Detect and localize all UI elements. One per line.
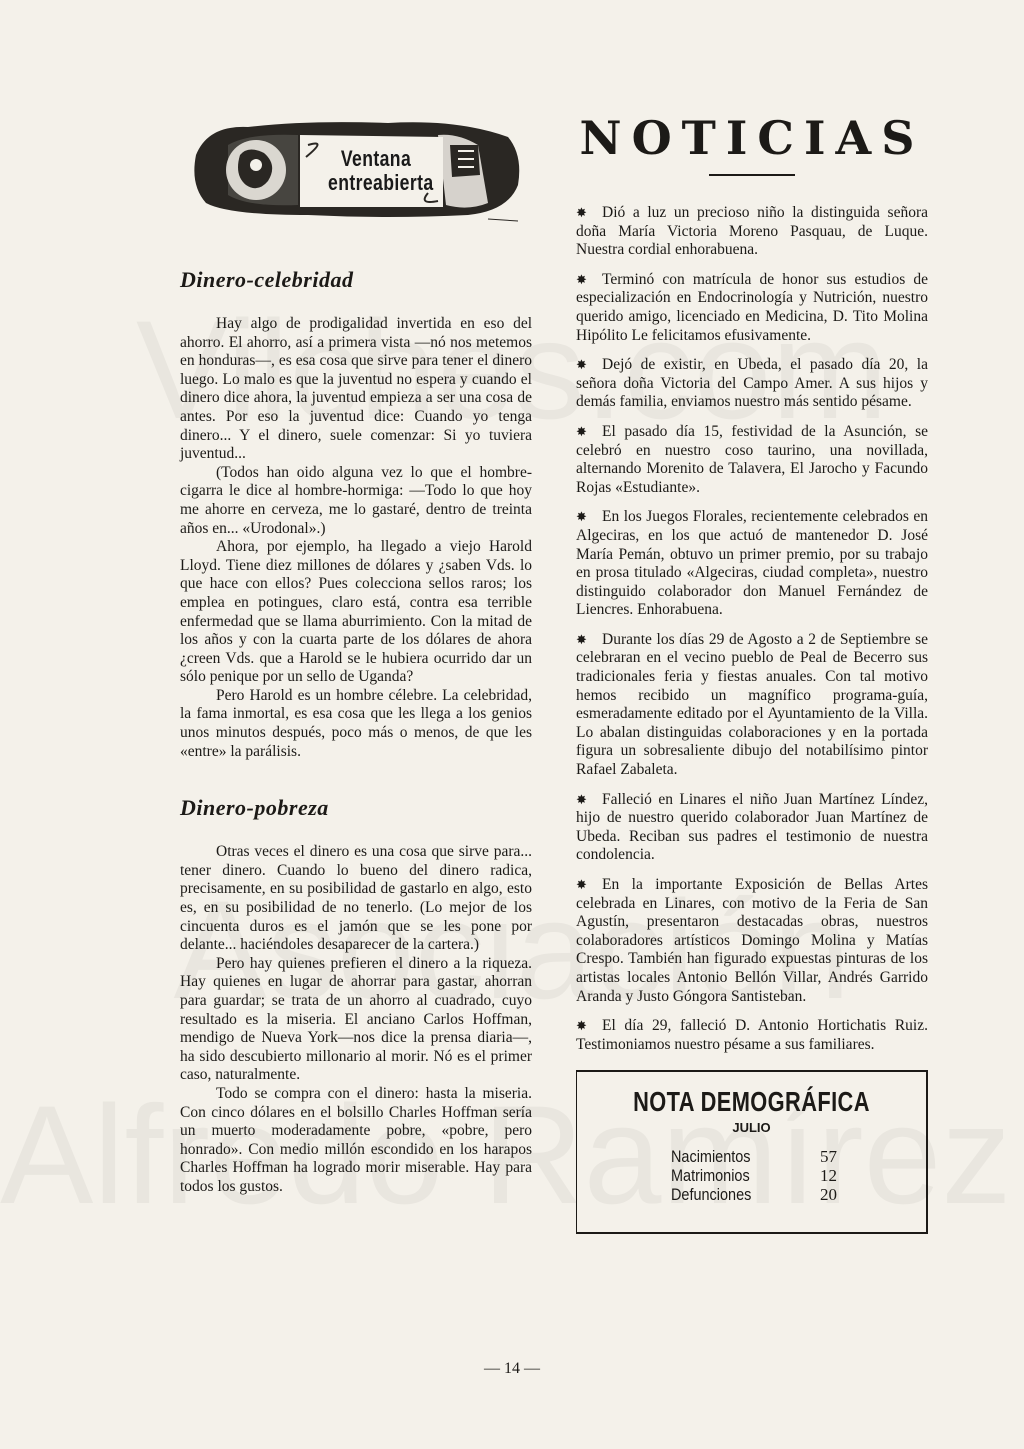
demographic-value: 57 — [820, 1147, 837, 1167]
demographic-label: Nacimientos — [671, 1147, 751, 1167]
banner-title — [328, 146, 434, 195]
news-item — [576, 271, 928, 345]
demographic-row — [671, 1166, 837, 1185]
paragraph: Otras veces el dinero es una cosa que sirve para... tener dinero. Cuando lo bueno del dinero radica, precisamente, en su posibilidad de gastarlo en algo, esto es, en su posibilidad de no tenerlo. (Lo mejor de los cincuenta duros es el jamón que se les pone por delante... haciéndoles desaparecer de la cartera.) — [180, 843, 532, 954]
paragraph: Ahora, por ejemplo, ha llegado a viejo Harold Lloyd. Tiene diez millones de dólares y ¿saben Vds. lo que hace con ellos? Pues colecciona sellos raros; los emplea en potingues, claro está, contra esa terrible enfermedad que se llama aburrimiento. Con la mitad de los años y con la cuarta parte de los dólares de ahora ¿creen Vds. que a Harold se le hubiera ocurrido dar un sólo penique por un sello de Uganda? — [180, 538, 532, 686]
news-item — [576, 423, 928, 497]
demographic-month: JULIO — [732, 1120, 771, 1136]
news-text: El día 29, falleció D. Antonio Hortichatis Ruiz. Testimoniamos nuestro pésame a sus familiares. — [576, 1017, 928, 1053]
page-number: — 14 — — [484, 1360, 540, 1377]
paragraph: Hay algo de prodigalidad invertida en eso del ahorro. El ahorro, así a primera vista —nó nos metemos en honduras—, es esa cosa que sirve para tener el dinero luego. Lo malo es que la juventud no espera y cuando el dinero dice ahora, la juventud empieza a ser una cosa de antes. Por eso la juventud dice: Cuando yo tenga dinero... Y el dinero, suele comenzar: Si yo tuviera juventud... — [180, 315, 532, 463]
demographic-label: Matrimonios — [671, 1166, 750, 1186]
asterisk-bullet-icon: ✸ — [576, 510, 587, 526]
asterisk-bullet-icon: ✸ — [576, 878, 587, 893]
demographic-label: Defunciones — [671, 1185, 752, 1205]
ventana-banner — [188, 115, 528, 225]
section-body-dinero-celebridad — [180, 315, 532, 761]
asterisk-bullet-icon: ✸ — [576, 792, 587, 808]
demographic-title: NOTA DEMOGRÁFICA — [633, 1086, 870, 1118]
section-body-dinero-pobreza — [180, 843, 532, 1196]
paragraph: Pero Harold es un hombre célebre. La celebridad, la fama inmortal, es esa cosa que les llega a los genios unos minutos después, poco más o menos, de que les «entre» la parálisis. — [180, 686, 532, 760]
title-divider — [709, 174, 795, 176]
paragraph: Todo se compra con el dinero: hasta la miseria. Con cinco dólares en el bolsillo Charles Hoffman sería un muerto moderadamente pobre, «pobre, pero honrado». Con medio millón escondido en los harapos Charles Hoffman ha logrado morir miserable. Hay para todos los gustos. — [180, 1084, 532, 1195]
news-text: Dió a luz un precioso niño la distinguida señora doña María Victoria Moreno Pasquau, de Luque. Nuestra cordial enhorabuena. — [576, 204, 928, 259]
news-text: En la importante Exposición de Bellas Artes celebrada en Linares, con motivo de la Feria de San Agustín, presentaron destacadas obras, nuestros colaboradores artísticos Domingo Molina y Matías Crespo. También han figurado expuestas pinturas de los artistas locales Antonio Bellón Villar, Andrés Garrido Aranda y Justo Góngora Santisteban. — [576, 876, 928, 1005]
demographic-row — [671, 1147, 837, 1166]
right-column — [576, 110, 928, 1234]
asterisk-bullet-icon: ✸ — [576, 1019, 587, 1035]
news-text: Falleció en Linares el niño Juan Martínez Líndez, hijo de nuestro querido colaborador Juan Martínez de Ubeda. Reciban sus padres el testimonio de nuestra condolencia. — [576, 790, 928, 864]
asterisk-bullet-icon: ✸ — [576, 272, 587, 288]
banner-line1: Ventana — [328, 147, 424, 171]
news-item — [576, 1017, 928, 1054]
news-text: El pasado día 15, festividad de la Asunción, se celebró en nuestro coso taurino, una novillada, alternando Morenito de Talavera, El Jarocho y Facundo Rojas «Estudiante». — [576, 422, 928, 496]
paragraph: Pero hay quienes prefieren el dinero a la riqueza. Hay quienes en lugar de ahorrar para gastar, ahorran para guardar; se trata de un ahorro al cuadrado, cuyo resultado es la miseria. El anciano Carlos Hoffman, mendigo de Nueva York—nos dice la prensa diaria—, ha sido descubierto millonario al morir. Nó es el primer caso, naturalmente. — [180, 954, 532, 1084]
asterisk-bullet-icon: ✸ — [576, 206, 587, 221]
news-item — [576, 791, 928, 865]
asterisk-bullet-icon: ✸ — [576, 358, 587, 374]
demographic-table — [671, 1147, 837, 1204]
news-list — [576, 204, 928, 1054]
asterisk-bullet-icon: ✸ — [576, 632, 587, 648]
demographic-note-box — [576, 1070, 928, 1234]
news-item — [576, 204, 928, 260]
news-item — [576, 508, 928, 620]
news-item — [576, 356, 928, 412]
asterisk-bullet-icon: ✸ — [576, 424, 587, 440]
news-text: En los Juegos Florales, recientemente celebrados en Algeciras, en los que actuó de mantenedor D. José María Pemán, obtuvo un primer premio, por su trabajo en prosa titulado «Algeciras, ciudad completa», nuestro distinguido colaborador don Manuel Fernández de Liencres. Enhorabuena. — [576, 508, 928, 619]
news-item — [576, 631, 928, 780]
news-item — [576, 876, 928, 1006]
left-column — [180, 115, 532, 1197]
demographic-row — [671, 1185, 837, 1204]
news-text: Dejó de existir, en Ubeda, el pasado día 20, la señora doña Victoria del Campo Amer. A sus hijos y demás familia, enviamos nuestro más sentido pésame. — [576, 356, 928, 411]
paragraph: (Todos han oido alguna vez lo que el hombre-cigarra le dice al hombre-hormiga: —Todo lo que hoy me ahorre en cerveza, me lo gastaré, dentro de treinta años en... «Urodonal».) — [180, 463, 532, 537]
news-text: Terminó con matrícula de honor sus estudios de especialización en Endocrinología y Nutrición, nuestro querido amigo, licenciado en Medicina, D. Tito Molina Hipólito Le felicitamos efusivamente. — [576, 270, 928, 344]
demographic-value: 12 — [820, 1166, 837, 1186]
banner-line2: entreabierta — [328, 170, 434, 195]
noticias-title: NOTICIAS — [579, 111, 925, 165]
news-text: Durante los días 29 de Agosto a 2 de Septiembre se celebraran en el vecino pueblo de Peal de Becerro sus tradicionales feria y fiestas anuales. Con tal motivo hemos recibido un magnífico programa-guía, esmeradamente editado por el Ayuntamiento de la Villa. Lo abalan distinguidas colaboraciones y en la portada figura un sobresaliente dibujo del notabilísimo pintor Rafael Zabaleta. — [576, 630, 928, 779]
section-title-dinero-celebridad: Dinero-celebridad — [180, 267, 354, 292]
demographic-value: 20 — [820, 1185, 837, 1205]
section-title-dinero-pobreza: Dinero-pobreza — [180, 795, 329, 821]
